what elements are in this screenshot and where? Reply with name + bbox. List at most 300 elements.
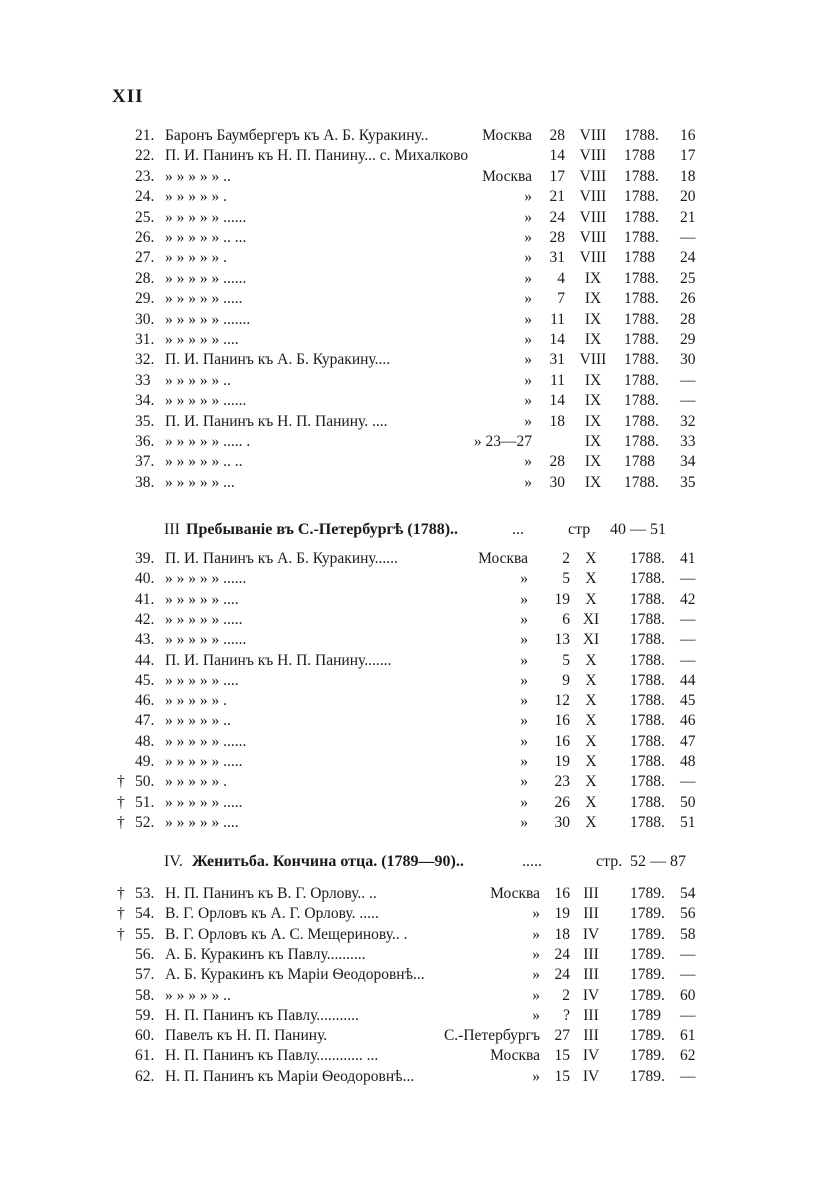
entry-place: » (532, 925, 540, 943)
entry-year: 1788. (630, 610, 665, 628)
entry-month: XI (582, 610, 600, 628)
entry-year: 1788. (624, 310, 659, 328)
entry-description: » » » » » ..... (165, 610, 243, 628)
list-item (0, 452, 840, 472)
entry-place: » (524, 331, 532, 348)
entry-year: 1789. (630, 1027, 665, 1045)
dagger-mark: † (117, 925, 125, 943)
list-item (0, 289, 840, 309)
entry-month: VIII (579, 147, 607, 165)
list-item (0, 391, 840, 411)
entry-description: » » » » » .... (165, 671, 239, 689)
entry-description: » » » » » ..... (165, 793, 243, 811)
entry-place: » (520, 753, 528, 770)
entry-month: III (583, 885, 599, 902)
entry-description: » » » » » ....... (165, 310, 251, 328)
entry-number: 62. (135, 1067, 155, 1085)
entry-page: 45 (680, 692, 696, 710)
entry-day: 11 (550, 371, 565, 389)
entry-description: » » » » » . (165, 773, 227, 791)
entry-month: IX (584, 371, 602, 389)
entry-month: X (585, 813, 597, 831)
list-item (0, 187, 840, 207)
list-item (0, 473, 840, 493)
entry-day: 7 (557, 290, 565, 308)
entry-year: 1788 (624, 147, 655, 165)
entry-place: » (524, 269, 532, 287)
entry-month: IV (582, 1067, 600, 1085)
entry-month: VIII (579, 167, 607, 185)
entry-number: 50. (135, 773, 155, 791)
entry-month: III (583, 1006, 599, 1024)
entry-day: 21 (549, 188, 565, 206)
entry-day: 2 (562, 986, 570, 1004)
entry-number: 43. (135, 631, 155, 649)
entry-page: — (680, 229, 696, 246)
entry-month: III (583, 945, 599, 963)
entry-year: 1788. (624, 290, 659, 308)
section-page-range: 40 — 51 (610, 521, 666, 538)
entry-place: Москва (490, 1047, 540, 1065)
entry-year: 1788. (624, 392, 659, 410)
list-item (0, 432, 840, 452)
entry-day: 30 (554, 813, 570, 831)
entry-description: » » » » » .. .. (165, 453, 243, 471)
entry-description: Н. П. Панинъ къ Павлу............ ... (165, 1047, 379, 1065)
list-item (0, 350, 840, 370)
entry-month: IX (584, 310, 602, 328)
entry-year: 1788. (630, 813, 665, 831)
entry-number: 56. (135, 945, 155, 963)
entry-month: VIII (579, 208, 607, 226)
entry-page: 18 (680, 167, 696, 185)
entry-day: ? (563, 1006, 570, 1024)
entry-month: VIII (579, 127, 607, 144)
entry-year: 1788. (630, 773, 665, 791)
entry-day: 19 (554, 753, 570, 770)
entry-day: 19 (554, 590, 570, 608)
entry-month: X (585, 793, 597, 811)
entry-day: 5 (562, 651, 570, 669)
list-item (0, 651, 840, 671)
entry-number: 49. (135, 753, 155, 770)
entry-page: 24 (680, 249, 696, 267)
entry-day: 15 (554, 1067, 570, 1085)
list-item (0, 1046, 840, 1066)
entry-day: 18 (554, 925, 570, 943)
entry-year: 1788. (630, 793, 665, 811)
entry-year: 1788. (630, 590, 665, 608)
entry-place: » (520, 671, 528, 689)
list-item (0, 691, 840, 711)
entry-number: 23. (135, 167, 155, 185)
entry-month: X (585, 692, 597, 710)
dagger-mark: † (117, 905, 125, 923)
entry-number: 22. (135, 147, 155, 165)
entry-day: 26 (554, 793, 570, 811)
entry-page: — (680, 945, 696, 963)
entry-year: 1788. (624, 371, 659, 389)
entry-page: 30 (680, 351, 696, 369)
entry-description: » » » » » . (165, 692, 227, 710)
entry-description: П. И. Панинъ къ А. Б. Куракину...... (165, 550, 398, 567)
entry-number: 21. (135, 127, 155, 144)
entry-month: IX (584, 392, 602, 410)
entry-day: 11 (550, 310, 565, 328)
entry-day: 30 (549, 473, 565, 491)
entry-month: X (585, 671, 597, 689)
entry-number: 46. (135, 692, 155, 710)
entry-description: » » » » » .. (165, 167, 231, 185)
entry-day: 28 (549, 453, 565, 471)
entry-number: 25. (135, 208, 155, 226)
entry-page: 28 (680, 310, 696, 328)
entry-description: » » » » » ...... (165, 570, 247, 588)
dagger-mark: † (117, 773, 125, 791)
entry-month: IX (584, 331, 602, 348)
entry-day: 15 (554, 1047, 570, 1065)
entry-year: 1788. (624, 229, 659, 246)
entry-day: 18 (549, 412, 565, 430)
entry-month: VIII (579, 249, 607, 267)
list-item (0, 925, 840, 945)
list-item (0, 248, 840, 268)
list-item (0, 630, 840, 650)
section-dots: ..... (522, 853, 542, 870)
list-item (0, 752, 840, 772)
entry-page: 42 (680, 590, 696, 608)
entry-year: 1788 (624, 249, 655, 267)
list-item (0, 965, 840, 985)
entry-page: 32 (680, 412, 696, 430)
entry-description: » » » » » ... (165, 473, 235, 491)
entry-page: 51 (680, 813, 696, 831)
entry-place: » (520, 590, 528, 608)
entry-description: » » » » » ..... . (165, 433, 251, 450)
entry-place: » (524, 208, 532, 226)
entry-month: III (583, 1027, 599, 1045)
entry-year: 1788. (624, 127, 659, 144)
section-roman: IV. (164, 853, 183, 870)
entry-day: 2 (562, 550, 570, 567)
entry-month: IV (582, 1047, 600, 1065)
list-item (0, 772, 840, 792)
entry-page: 61 (680, 1027, 696, 1045)
entry-month: X (585, 550, 597, 567)
entry-description: » » » » » ...... (165, 208, 247, 226)
entry-place: » (532, 905, 540, 923)
entry-place: » (524, 392, 532, 410)
entry-page: 26 (680, 290, 696, 308)
entry-page: — (680, 631, 696, 649)
entry-number: 47. (135, 712, 155, 730)
entry-year: 1788. (624, 412, 659, 430)
entry-place: С.-Петербургъ (443, 1027, 540, 1045)
entry-number: 24. (135, 188, 155, 206)
entry-day: 4 (557, 269, 565, 287)
entry-description: » » » » » .... (165, 331, 239, 348)
entry-year: 1789 (630, 1006, 661, 1024)
dagger-mark: † (117, 793, 125, 811)
entry-month: X (585, 732, 597, 750)
entry-page: 35 (680, 473, 696, 491)
entry-number: 33 (135, 371, 151, 389)
entry-month: IX (584, 453, 602, 471)
entry-year: 1788. (630, 671, 665, 689)
entry-page: 62 (680, 1047, 696, 1065)
entry-number: 39. (135, 550, 155, 567)
entry-page: 29 (680, 331, 696, 348)
entry-description: Н. П. Панинъ къ Маріи Ѳеодоровнѣ... (165, 1067, 415, 1085)
list-item (0, 711, 840, 731)
entry-description: А. Б. Куракинъ къ Маріи Ѳеодоровнѣ... (165, 966, 425, 984)
entry-number: 41. (135, 590, 155, 608)
entry-day: 14 (549, 331, 565, 348)
entry-number: 54. (135, 905, 155, 923)
entry-year: 1788 (624, 453, 655, 471)
entry-page: 41 (680, 550, 696, 567)
list-item (0, 269, 840, 289)
entry-number: 60. (135, 1027, 155, 1045)
entry-month: XI (582, 631, 600, 649)
entry-place: » (520, 793, 528, 811)
entry-page: — (680, 610, 696, 628)
list-item (0, 126, 840, 146)
entry-year: 1788. (624, 433, 659, 450)
entry-month: IX (584, 290, 602, 308)
entry-number: 44. (135, 651, 155, 669)
entry-page: 54 (680, 885, 696, 902)
entry-month: VIII (579, 229, 607, 246)
entry-year: 1789. (630, 1047, 665, 1065)
entry-page: 58 (680, 925, 696, 943)
entry-day: 12 (554, 692, 570, 710)
entry-year: 1788. (624, 167, 659, 185)
entry-page: 33 (680, 433, 696, 450)
entry-number: 59. (135, 1006, 155, 1024)
list-item (0, 167, 840, 187)
entry-description: А. Б. Куракинъ къ Павлу.......... (165, 945, 366, 963)
entry-month: IX (584, 269, 602, 287)
section-title: Пребываніе въ С.-Петербургѣ (1788).. (186, 521, 459, 538)
section-dots: ... (512, 521, 524, 538)
entry-place: » (532, 1067, 540, 1085)
entry-day: 9 (562, 671, 570, 689)
entry-description: П. И. Панинъ къ А. Б. Куракину.... (165, 351, 391, 369)
entry-description: » » » » » ..... (165, 290, 243, 308)
entry-year: 1788. (630, 651, 665, 669)
list-item (0, 590, 840, 610)
entry-place: » (524, 249, 532, 267)
entry-day: 17 (549, 167, 565, 185)
entry-year: 1788. (624, 331, 659, 348)
entry-year: 1789. (630, 905, 665, 923)
entry-month: X (585, 753, 597, 770)
entry-number: 48. (135, 732, 155, 750)
entry-page: 47 (680, 732, 696, 750)
entry-day: 13 (554, 631, 570, 649)
entry-place: Москва (482, 167, 532, 185)
entry-year: 1788. (630, 692, 665, 710)
list-item (0, 330, 840, 350)
entry-year: 1789. (630, 966, 665, 984)
entry-month: IV (582, 925, 600, 943)
entry-month: IX (584, 412, 602, 430)
list-item (0, 884, 840, 904)
entry-number: 51. (135, 793, 155, 811)
entry-description: » » » » » . (165, 249, 227, 267)
list-item (0, 1026, 840, 1046)
entry-day: 24 (554, 945, 570, 963)
entry-number: 28. (135, 269, 155, 287)
entry-day: 27 (554, 1027, 570, 1045)
entry-month: VIII (579, 351, 607, 369)
entry-day: 31 (549, 249, 565, 267)
entry-page: 48 (680, 753, 696, 770)
entry-year: 1788. (630, 570, 665, 588)
entry-number: 26. (135, 229, 155, 246)
entry-description: » » » » » ...... (165, 732, 247, 750)
entry-description: » » » » » ...... (165, 269, 247, 287)
dagger-mark: † (117, 885, 125, 902)
entry-year: 1788. (624, 208, 659, 226)
entry-description: П. И. Панинъ къ Н. П. Панину... с. Михалково (165, 147, 469, 165)
list-item (0, 610, 840, 630)
entry-number: 58. (135, 986, 155, 1004)
list-item (0, 412, 840, 432)
entry-page: 44 (680, 671, 696, 689)
entry-description: » » » » » .. (165, 371, 231, 389)
entry-month: X (585, 570, 597, 588)
entry-description: » » » » » .... (165, 590, 239, 608)
entry-description: » » » » » ...... (165, 631, 247, 649)
entry-page: — (680, 1006, 696, 1024)
entry-description: Баронъ Баумбергеръ къ А. Б. Куракину.. (165, 127, 429, 144)
entry-place: Москва (482, 127, 532, 144)
entry-place: » (532, 945, 540, 963)
list-item (0, 371, 840, 391)
entry-place: » (520, 692, 528, 710)
list-item (0, 228, 840, 248)
entry-page: 20 (680, 188, 696, 206)
entry-day: 31 (549, 351, 565, 369)
entry-day: 24 (554, 966, 570, 984)
list-item (0, 945, 840, 965)
entry-place: » (524, 188, 532, 206)
entry-page: — (680, 1067, 696, 1085)
entry-page: 50 (680, 793, 696, 811)
entry-place: » (524, 229, 532, 246)
entry-place: Москва (490, 885, 540, 902)
entry-number: 36. (135, 433, 155, 450)
page-number: XII (112, 86, 144, 107)
entry-month: IX (584, 473, 602, 491)
entry-page: — (680, 371, 696, 389)
entry-description: » » » » » ..... (165, 753, 243, 770)
entry-page: — (680, 392, 696, 410)
section-page-range: 52 — 87 (630, 853, 686, 870)
entry-page: 25 (680, 269, 696, 287)
entry-year: 1789. (630, 885, 665, 902)
entry-place: » (532, 966, 540, 984)
entry-place: » (520, 773, 528, 791)
entry-number: 61. (135, 1047, 155, 1065)
entry-place: » (520, 712, 528, 730)
entry-place: » (532, 986, 540, 1004)
entry-place: » (524, 351, 532, 369)
list-item (0, 732, 840, 752)
entry-number: 55. (135, 925, 155, 943)
entry-description: » » » » » . (165, 188, 227, 206)
entry-month: X (585, 712, 597, 730)
entry-month: VIII (579, 188, 607, 206)
entry-number: 30. (135, 310, 155, 328)
entry-year: 1788. (624, 188, 659, 206)
list-item (0, 569, 840, 589)
list-item (0, 986, 840, 1006)
entry-year: 1788. (630, 753, 665, 770)
entry-year: 1789. (630, 986, 665, 1004)
entry-month: X (585, 590, 597, 608)
entry-number: 40. (135, 570, 155, 588)
entry-description: В. Г. Орловъ къ А. Г. Орлову. ..... (165, 905, 379, 923)
section-page-label: стр (568, 521, 591, 538)
entry-month: IV (582, 986, 600, 1004)
entry-day: 6 (562, 610, 570, 628)
list-item (0, 813, 840, 833)
list-item (0, 793, 840, 813)
list-item (0, 146, 840, 166)
entry-description: » » » » » ...... (165, 392, 247, 410)
entry-number: 42. (135, 610, 155, 628)
entry-day: 19 (554, 905, 570, 923)
entry-place: » (520, 610, 528, 628)
entry-description: П. И. Панинъ къ Н. П. Панину....... (165, 651, 392, 669)
list-item (0, 671, 840, 691)
entry-place: » (524, 473, 532, 491)
entry-place: » (524, 290, 532, 308)
entry-day: 16 (554, 885, 570, 902)
list-item (0, 904, 840, 924)
entry-place: » (524, 371, 532, 389)
entry-year: 1788. (630, 712, 665, 730)
entry-year: 1788. (630, 631, 665, 649)
entry-month: IX (584, 433, 602, 450)
entry-page: 60 (680, 986, 696, 1004)
entry-number: 27. (135, 249, 155, 267)
entry-day: 14 (549, 147, 565, 165)
entry-day: 28 (549, 229, 565, 246)
entry-day: 24 (549, 208, 565, 226)
entry-place: » (520, 631, 528, 649)
entry-place: » (520, 732, 528, 750)
entry-number: 45. (135, 671, 155, 689)
entry-description: » » » » » .... (165, 813, 239, 831)
entry-year: 1789. (630, 1067, 665, 1085)
entry-page: — (680, 773, 696, 791)
entry-description: Н. П. Панинъ къ Павлу........... (165, 1006, 359, 1024)
entry-day: 28 (549, 127, 565, 144)
entry-number: 31. (135, 331, 155, 348)
entry-page: 34 (680, 453, 696, 471)
entry-day: 16 (554, 712, 570, 730)
dagger-mark: † (117, 813, 125, 831)
entry-number: 32. (135, 351, 155, 369)
entry-page: 21 (680, 208, 696, 226)
section-title: Женитьба. Кончина отца. (1789—90).. (192, 853, 464, 870)
entry-place: » 23—27 (473, 433, 532, 450)
entry-place: » (520, 570, 528, 588)
